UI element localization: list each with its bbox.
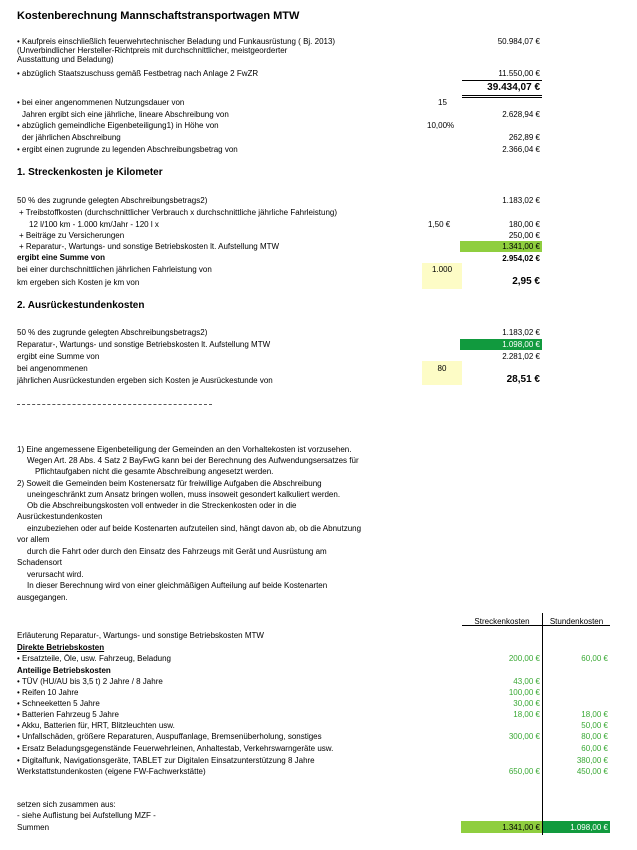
intro-line-4: • abzüglich Staatszuschuss gemäß Festbetrag nach Anlage 2 FwZR	[17, 69, 259, 78]
table-row-stunde: 50,00 €	[581, 721, 608, 730]
abschreibung-line-4: der jährlichen Abschreibung	[22, 133, 121, 142]
footnote-line: durch die Fahrt oder durch den Einsatz des Fahrzeugs mit Gerät und Ausrüstung am	[27, 547, 327, 556]
summe-strecke: 1.341,00 €	[461, 821, 542, 833]
sum-double-line-1	[462, 95, 542, 96]
s1-halbe-abschreibung: 1.183,02 €	[502, 196, 540, 205]
s1-fahrleistung: 1.000	[422, 263, 462, 289]
footnote-line: 1) Eine angemessene Eigenbeteiligung der Gemeinden an den Vorhaltekosten ist vorzusehen.	[17, 445, 352, 454]
table-col2-header: Stundenkosten	[549, 617, 604, 626]
footnote-line: 2) Soweit die Gemeinden beim Kostenersatz für freiwillige Aufgaben die Abschreibung	[17, 479, 322, 488]
intro-line-3: Ausstattung und Beladung)	[17, 55, 114, 64]
eigenbeteiligung-percent: 10,00%	[427, 121, 455, 130]
table-row-label: • Digitalfunk, Navigationsgeräte, TABLET zur Digitalen Einsatzunterstützung 8 Jahre	[17, 756, 315, 765]
footnote-line: ausgegangen.	[17, 593, 68, 602]
s2-reparatur: 1.098,00 €	[460, 339, 542, 350]
sum-double-line-2	[462, 97, 542, 98]
table-row-strecke: 100,00 €	[508, 688, 540, 697]
setzen-text: setzen sich zusammen aus:	[17, 800, 116, 809]
abschreibung-line-3: • abzüglich gemeindliche Eigenbeteiligung1) in Höhe von	[17, 121, 219, 130]
table-row-strecke: 43,00 €	[513, 677, 540, 686]
footnote-line: In dieser Berechnung wird von einer gleichmäßigen Aufteilung auf beide Kostenarten	[27, 581, 328, 590]
table-row-label: • Batterien Fahrzeug 5 Jahre	[17, 710, 119, 719]
footnote-line: vor allem	[17, 535, 50, 544]
s1-literpreis: 1,50 €	[428, 220, 451, 229]
table-row-label: • TÜV (HU/AU bis 3,5 t) 2 Jahre / 8 Jahre	[17, 677, 163, 686]
s2-stunden: 80	[422, 361, 462, 385]
s1-line-3: 12 l/100 km - 1.000 km/Jahr - 120 l x	[29, 220, 159, 229]
footnote-line: uneingeschränkt zum Ansatz bringen wollen, muss insoweit gesondert kalkuliert werden.	[27, 490, 341, 499]
footnote-line: Wegen Art. 28 Abs. 4 Satz 2 BayFwG kann bei der Berechnung des Aufwendungsersatzes für	[27, 456, 359, 465]
s1-kosten-km: 2,95 €	[512, 276, 540, 287]
footnote-line: verursacht wird.	[27, 570, 84, 579]
s2-line-3: ergibt eine Summe von	[17, 352, 100, 361]
table-row-stunde: 450,00 €	[576, 767, 608, 776]
s2-summe: 2.281,02 €	[502, 352, 540, 361]
footnote-line: Ob die Abschreibungskosten voll entweder in die Streckenkosten oder in die	[27, 501, 297, 510]
netto-value: 39.434,07 €	[487, 82, 540, 93]
table-row-strecke: 650,00 €	[508, 767, 540, 776]
table-row-stunde: 60,00 €	[581, 654, 608, 663]
intro-line-2: (Unverbindlicher Hersteller-Richtpreis mit durchschnittlicher, meistgeorderter	[17, 46, 288, 55]
s1-versicherung: 250,00 €	[508, 231, 540, 240]
s1-line-7: bei einer durchschnittlichen jährlichen Fahrleistung von	[17, 265, 212, 274]
table-row-label: • Ersatz Beladungsgegenstände Feuerwehrleinen, Anhaltestab, Verkehrswarngeräte usw.	[17, 744, 334, 753]
s1-line-5: + Reparatur-, Wartungs- und sonstige Betriebskosten lt. Aufstellung MTW	[19, 242, 280, 251]
s2-line-4: bei angenommenen	[17, 364, 88, 373]
footnote-line: einzubeziehen oder auf beide Kostenarten aufzuteilen sind, hängt davon ab, ob die Abnutzung	[27, 524, 362, 533]
jaehrlich-value: 2.628,94 €	[502, 110, 540, 119]
s1-line-8: km ergeben sich Kosten je km von	[17, 278, 140, 287]
table-row-strecke: 18,00 €	[513, 710, 540, 719]
abschreibung-line-2: Jahren ergibt sich eine jährliche, lineare Abschreibung von	[22, 110, 229, 119]
summen-label: Summen	[17, 823, 50, 832]
separator-line	[17, 404, 212, 405]
table-row-label: • Ersatzteile, Öle, usw. Fahrzeug, Beladung	[17, 654, 171, 663]
table-row-stunde: 380,00 €	[576, 756, 608, 765]
table-col1-header: Streckenkosten	[474, 617, 530, 626]
table-row-label: Werkstattstundenkosten (eigene FW-Fachwerkstätte)	[17, 767, 206, 776]
s1-line-4: + Beiträge zu Versicherungen	[19, 231, 125, 240]
sum-line	[462, 80, 542, 81]
table-col-divider	[542, 613, 543, 835]
s2-line-1: 50 % des zugrunde gelegten Abschreibungsbetrags2)	[17, 328, 208, 337]
zuschuss-value: 11.550,00 €	[498, 69, 540, 78]
abschreibung-line-1: • bei einer angenommenen Nutzungsdauer von	[17, 98, 185, 107]
s1-summe: 2.954,02 €	[502, 254, 540, 263]
table-row-label: • Schneeketten 5 Jahre	[17, 699, 100, 708]
table-row-strecke: 300,00 €	[508, 732, 540, 741]
table-direkte-heading: Direkte Betriebskosten	[17, 643, 105, 652]
siehe-text: - siehe Auflistung bei Aufstellung MZF -	[17, 811, 156, 820]
s1-line-1: 50 % des zugrunde gelegten Abschreibungsbetrags2)	[17, 196, 208, 205]
table-row-label: • Akku, Batterien für, HRT, Blitzleuchten usw.	[17, 721, 175, 730]
table-row-stunde: 18,00 €	[581, 710, 608, 719]
eigenbeteiligung-value: 262,89 €	[508, 133, 540, 142]
section2-heading: 2. Ausrückestundenkosten	[17, 300, 145, 311]
s2-halbe-abschreibung: 1.183,02 €	[502, 328, 540, 337]
table-row-strecke: 30,00 €	[513, 699, 540, 708]
s2-line-2: Reparatur-, Wartungs- und sonstige Betriebskosten lt. Aufstellung MTW	[17, 340, 271, 349]
abschreibung-line-5: • ergibt einen zugrunde zu legenden Abschreibungsbetrag von	[17, 145, 238, 154]
summe-stunde: 1.098,00 €	[543, 821, 610, 833]
s1-treibstoff: 180,00 €	[508, 220, 540, 229]
table-row-stunde: 80,00 €	[581, 732, 608, 741]
s1-line-6: ergibt eine Summe von	[17, 253, 106, 262]
s2-kosten-std: 28,51 €	[506, 374, 540, 385]
s1-line-2: + Treibstoffkosten (durchschnittlicher Verbrauch x durchschnittliche jährliche Fahrleistung)	[19, 208, 338, 217]
kaufpreis-value: 50.984,07 €	[497, 37, 540, 46]
page-title: Kostenberechnung Mannschaftstransportwagen MTW	[17, 10, 300, 22]
s1-reparatur: 1.341,00 €	[460, 241, 542, 252]
intro-line-1: • Kaufpreis einschließlich feuerwehrtechnischer Beladung und Funkausrüstung ( Bj. 2013)	[17, 37, 336, 46]
table-row-label: • Unfallschäden, größere Reparaturen, Auspuffanlage, Bremsenüberholung, sonstiges	[17, 732, 322, 741]
table-row-label: • Reifen 10 Jahre	[17, 688, 79, 697]
s2-line-5: jährlichen Ausrückestunden ergeben sich Kosten je Ausrückestunde von	[17, 376, 273, 385]
abschreibungsbetrag-value: 2.366,04 €	[502, 145, 540, 154]
table-title: Erläuterung Reparatur-, Wartungs- und sonstige Betriebskosten MTW	[17, 631, 264, 640]
section1-heading: 1. Streckenkosten je Kilometer	[17, 167, 163, 178]
table-row-strecke: 200,00 €	[508, 654, 540, 663]
table-row-stunde: 60,00 €	[581, 744, 608, 753]
footnote-line: Pflichtaufgaben nicht die gesamte Abschreibung angesetzt werden.	[35, 467, 274, 476]
table-anteilige-heading: Anteilige Betriebskosten	[17, 666, 111, 675]
footnote-line: Ausrückestundenkosten	[17, 512, 103, 521]
footnote-line: Schadensort	[17, 558, 62, 567]
nutzungsdauer-value: 15	[438, 98, 447, 107]
